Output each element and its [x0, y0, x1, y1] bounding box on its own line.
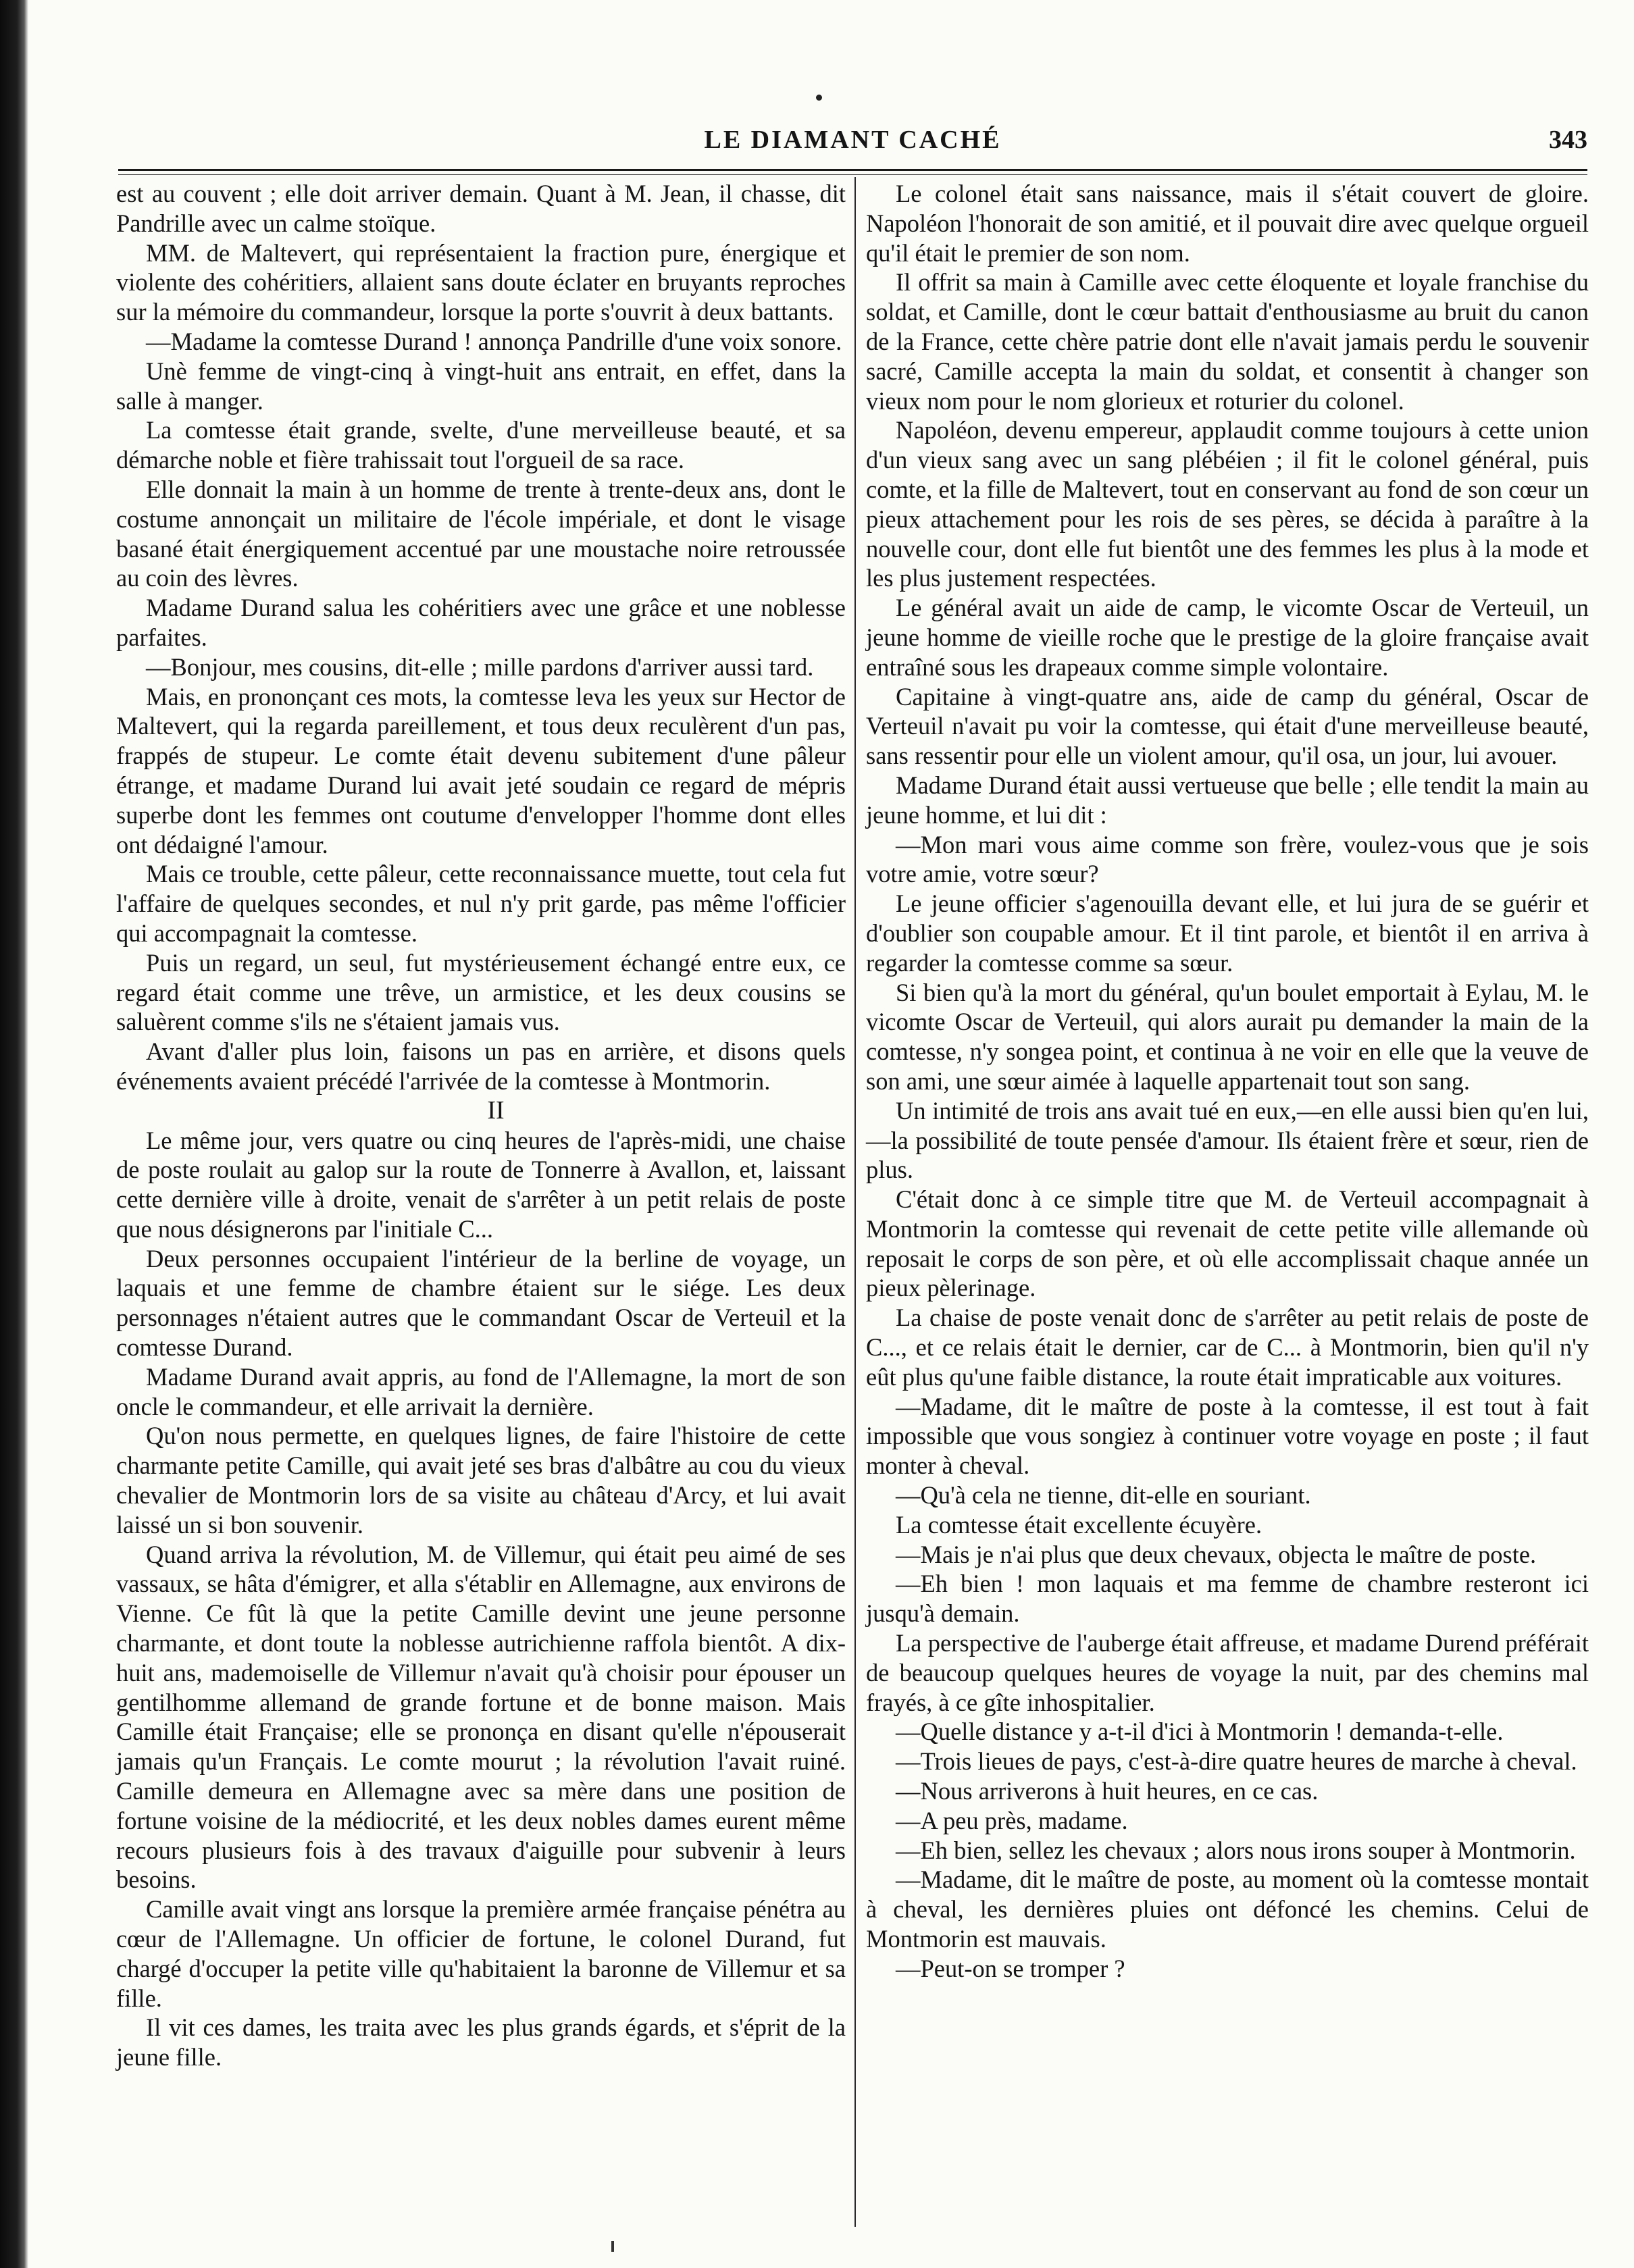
paragraph: Capitaine à vingt-quatre ans, aide de camp du général, Oscar de Verteuil n'avait pu voir la comtesse, qui était d'une merveilleuse beauté, sans ressentir pour elle un violent amour, qu'il osa, un jour, lui avouer.	[866, 682, 1589, 770]
right-column	[866, 179, 1589, 1984]
paragraph: —Madame, dit le maître de poste, au moment où la comtesse montait à cheval, les dernières pluies ont défoncé les chemins. Celui de Montmorin est mauvais.	[866, 1865, 1589, 1953]
paragraph: —Eh bien, sellez les chevaux ; alors nous irons souper à Montmorin.	[896, 1836, 1576, 1864]
paragraph: Deux personnes occupaient l'intérieur de la berline de voyage, un laquais et une femme de chambre étaient sur le siége. Les deux personnages n'étaient autres que le commandant Oscar de Verteuil et la comtesse Durand.	[116, 1244, 846, 1362]
paragraph: Un intimité de trois ans avait tué en eux,—en elle aussi bien qu'en lui,—la possibilité de toute pensée d'amour. Ils étaient frère et sœur, rien de plus.	[866, 1096, 1589, 1184]
paragraph: —Trois lieues de pays, c'est-à-dire quatre heures de marche à cheval.	[896, 1747, 1577, 1776]
paragraph: est au couvent ; elle doit arriver demain. Quant à M. Jean, il chasse, dit Pandrille avec un calme stoïque.	[116, 180, 846, 237]
paragraph: —Eh bien ! mon laquais et ma femme de chambre resteront ici jusqu'à demain.	[866, 1570, 1589, 1628]
book-binding-shadow	[0, 0, 28, 2268]
paragraph: Camille avait vingt ans lorsque la première armée française pénétra au cœur de l'Allemagne. Un officier de fortune, le colonel Durand, fut chargé d'occuper la petite ville qu'habitaient la baronne de Villemur et sa fille.	[116, 1895, 846, 2012]
section-heading: II	[487, 1096, 505, 1125]
paragraph: Il vit ces dames, les traita avec les plus grands égards, et s'éprit de la jeune fille.	[116, 2013, 846, 2071]
paragraph: Le même jour, vers quatre ou cinq heures de l'après-midi, une chaise de poste roulait au galop sur la route de Tonnerre à Avallon, et, laissant cette dernière ville à droite, venait de s'arrêter à un petit relais de poste que nous désignerons par l'initiale C...	[116, 1126, 846, 1243]
paragraph: Si bien qu'à la mort du général, qu'un boulet emportait à Eylau, M. le vicomte Oscar de Verteuil, qui alors aurait pu demander la main de la comtesse, n'y songea point, et continua à ne voir en elle que la veuve de son ami, une sœur aimée à laquelle appartenait tout son sang.	[866, 978, 1589, 1095]
paragraph: —A peu près, madame.	[896, 1806, 1128, 1834]
paragraph: Elle donnait la main à un homme de trente à trente-deux ans, dont le costume annonçait un militaire de l'école impériale, et dont le visage basané était énergiquement accentué par une moustache noire retroussée au coin des lèvres.	[116, 475, 846, 592]
header-rule	[118, 169, 1587, 171]
paragraph: Le jeune officier s'agenouilla devant elle, et lui jura de se guérir et d'oublier son coupable amour. Et il tint parole, et bientôt il en arriva à regarder la comtesse comme sa sœur.	[866, 890, 1589, 977]
paragraph: Napoléon, devenu empereur, applaudit comme toujours à cette union d'un vieux sang avec un sang plébéien ; il fit le colonel général, puis comte, et la fille de Maltevert, tout en conservant au fond de son cœur un pieux attachement pour les rois de ses pères, se décida à paraître à la nouvelle cour, dont elle fut bientôt une des femmes les plus à la mode et les plus justement respectées.	[866, 416, 1589, 592]
paragraph: Unè femme de vingt-cinq à vingt-huit ans entrait, en effet, dans la salle à manger.	[116, 357, 846, 415]
paragraph: La comtesse était excellente écuyère.	[896, 1510, 1262, 1539]
paragraph: —Mon mari vous aime comme son frère, voulez-vous que je sois votre amie, votre sœur?	[866, 830, 1589, 888]
paragraph: La chaise de poste venait donc de s'arrêter au petit relais de poste de C..., et ce relais était le dernier, car de C... à Montmorin, bien qu'il n'y eût plus qu'une faible distance, la route était impraticable aux voitures.	[866, 1304, 1589, 1391]
paragraph: Avant d'aller plus loin, faisons un pas en arrière, et disons quels événements avaient précédé l'arrivée de la comtesse à Montmorin.	[116, 1037, 846, 1095]
paragraph: Il offrit sa main à Camille avec cette éloquente et loyale franchise du soldat, et Camille, dont le cœur battait d'enthousiasme au bruit du canon de la France, cette chère patrie dont elle n'avait jamais perdu le souvenir sacré, Camille accepta la main du soldat, et consentit à changer son vieux nom pour le nom glorieux et roturier du colonel.	[866, 268, 1589, 415]
paragraph: —Nous arriverons à huit heures, en ce cas.	[896, 1777, 1319, 1805]
paragraph: Madame Durand avait appris, au fond de l'Allemagne, la mort de son oncle le commandeur, et elle arrivait la dernière.	[116, 1362, 846, 1420]
paragraph: Mais, en prononçant ces mots, la comtesse leva les yeux sur Hector de Maltevert, qui la regarda pareillement, et tous deux reculèrent d'un pas, frappés de stupeur. Le comte était devenu subitement d'une pâleur étrange, et madame Durand lui avait jeté soudain ce regard de mépris superbe dont les femmes ont coutume d'envelopper l'homme dont elles ont dédaigné l'amour.	[116, 682, 846, 858]
left-column	[116, 179, 846, 2072]
paragraph: —Qu'à cela ne tienne, dit-elle en souriant.	[896, 1481, 1311, 1510]
paragraph: Mais ce trouble, cette pâleur, cette reconnaissance muette, tout cela fut l'affaire de quelques secondes, et nul n'y prit garde, pas même l'officier qui accompagnait la comtesse.	[116, 860, 846, 947]
paragraph: La perspective de l'auberge était affreuse, et madame Durend préférait de beaucoup quelques heures de voyage la nuit, par des chemins mal frayés, à ce gîte inhospitalier.	[866, 1629, 1589, 1716]
paragraph: —Quelle distance y a-t-il d'ici à Montmorin ! demanda-t-elle.	[896, 1718, 1504, 1746]
paragraph: —Madame la comtesse Durand ! annonça Pandrille d'une voix sonore.	[146, 327, 842, 355]
print-mark-bottom	[611, 2241, 614, 2252]
paragraph: Le général avait un aide de camp, le vicomte Oscar de Verteuil, un jeune homme de vieille roche que le prestige de la gloire française avait entraîné sous les drapeaux comme simple volontaire.	[866, 594, 1589, 681]
paragraph: La comtesse était grande, svelte, d'une merveilleuse beauté, et sa démarche noble et fière trahissait tout l'orgueil de sa race.	[116, 416, 846, 474]
header-rule-thin	[118, 174, 1587, 175]
column-divider	[854, 177, 856, 2227]
page-number: 343	[1549, 126, 1587, 154]
paragraph: Quand arriva la révolution, M. de Villemur, qui était peu aimé de ses vassaux, se hâta d'émigrer, et alla s'établir en Allemagne, aux environs de Vienne. Ce fût là que la petite Camille devint une jeune personne charmante, et dont toute la noblesse autrichienne raffola bientôt. A dix-huit ans, mademoiselle de Villemur n'avait qu'à choisir pour épouser un gentilhomme allemand de grande fortune et de bonne maison. Mais Camille était Française; elle se prononça en disant qu'elle n'épouserait jamais qu'un Français. Le comte mourut ; la révolution l'avait ruiné. Camille demeura en Allemagne avec sa mère dans une position de fortune voisine de la médiocrité, et les deux nobles dames eurent même recours plusieurs fois à des travaux d'aiguille pour subvenir à leurs besoins.	[116, 1540, 846, 1894]
paragraph: —Peut-on se tromper ?	[896, 1954, 1125, 1982]
paragraph: —Mais je n'ai plus que deux chevaux, objecta le maître de poste.	[896, 1540, 1537, 1568]
running-title: LE DIAMANT CACHÉ	[704, 126, 1002, 154]
paragraph: Puis un regard, un seul, fut mystérieusement échangé entre eux, ce regard était comme une trêve, un armistice, et les deux cousins se saluèrent comme s'ils ne s'étaient jamais vus.	[116, 948, 846, 1036]
paragraph: —Bonjour, mes cousins, dit-elle ; mille pardons d'arriver aussi tard.	[146, 652, 814, 681]
paragraph: —Madame, dit le maître de poste à la comtesse, il est tout à fait impossible que vous songiez à continuer votre voyage en poste ; il faut monter à cheval.	[866, 1392, 1589, 1480]
paragraph: Qu'on nous permette, en quelques lignes, de faire l'histoire de cette charmante petite Camille, qui avait jeté ses bras d'albâtre au cou du vieux chevalier de Montmorin lors de sa visite au château d'Arcy, et lui avait laissé un si bon souvenir.	[116, 1422, 846, 1539]
paragraph: Madame Durand salua les cohéritiers avec une grâce et une noblesse parfaites.	[116, 594, 846, 651]
paragraph: C'était donc à ce simple titre que M. de Verteuil accompagnait à Montmorin la comtesse qui revenait de cette petite ville allemande où reposait le corps de son père, et où elle accomplissait chaque année un pieux pèlerinage.	[866, 1185, 1589, 1302]
paragraph: MM. de Maltevert, qui représentaient la fraction pure, énergique et violente des cohéritiers, allaient sans doute éclater en bruyants reproches sur la mémoire du commandeur, lorsque la porte s'ouvrit à deux battants.	[116, 238, 846, 326]
running-head	[118, 118, 1587, 165]
paragraph: Madame Durand était aussi vertueuse que belle ; elle tendit la main au jeune homme, et lui dit :	[866, 771, 1589, 829]
paragraph: Le colonel était sans naissance, mais il s'était couvert de gloire. Napoléon l'honorait de son amitié, et il pouvait dire avec quelque orgueil qu'il était le premier de son nom.	[866, 180, 1589, 267]
print-mark	[816, 95, 822, 101]
